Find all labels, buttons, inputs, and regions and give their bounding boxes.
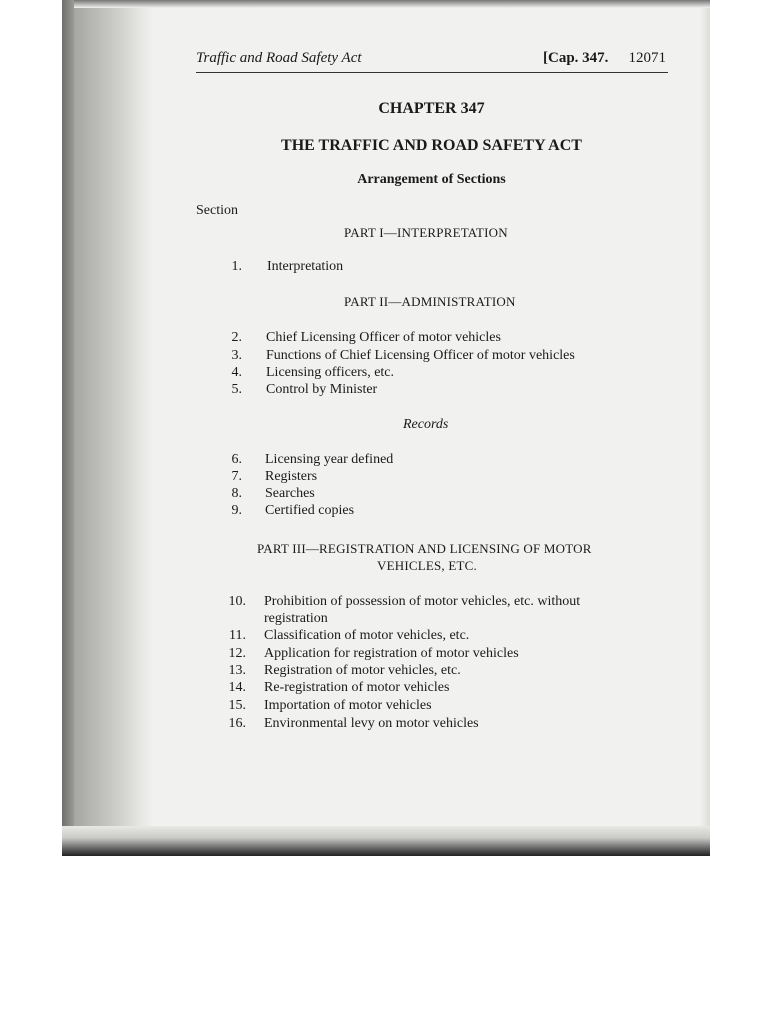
chapter-heading: CHAPTER 347 (378, 100, 485, 117)
section-number: 12. (228, 646, 246, 661)
section-number: 8. (231, 486, 242, 501)
section-number: 4. (231, 365, 242, 380)
section-title: Control by Minister (266, 382, 378, 397)
section-number: 7. (231, 469, 242, 484)
records-subheading: Records (403, 417, 449, 432)
section-number: 5. (231, 382, 242, 397)
section-title: Prohibition of possession of motor vehicles, etc. without registration (264, 594, 581, 626)
section-number: 2. (231, 330, 242, 345)
part-2-heading: PART II—ADMINISTRATION (344, 294, 516, 309)
section-title: Registers (265, 469, 318, 484)
section-title: Re-registration of motor vehicles (264, 680, 450, 695)
binding-shadow (62, 0, 74, 856)
page-bottom-edge (62, 826, 710, 856)
section-number: 1. (231, 259, 242, 274)
section-title: Registration of motor vehicles, etc. (264, 663, 461, 678)
part-1-heading: PART I—INTERPRETATION (344, 225, 508, 240)
page-spine-shadow (62, 0, 154, 856)
header-act-title: Traffic and Road Safety Act (196, 50, 362, 66)
section-number: 15. (228, 698, 246, 713)
section-title: Environmental levy on motor vehicles (264, 716, 479, 731)
page-top-edge (62, 0, 710, 8)
section-column-label: Section (196, 203, 238, 218)
section-title: Classification of motor vehicles, etc. (264, 628, 470, 643)
header-page-number: 12071 (628, 50, 666, 66)
page-right-edge (700, 0, 710, 856)
part-3-heading-line2: VEHICLES, ETC. (377, 558, 477, 573)
section-number: 6. (231, 452, 242, 467)
section-title: Importation of motor vehicles (264, 698, 432, 713)
section-number: 3. (231, 348, 242, 363)
part-3-heading-line1: PART III—REGISTRATION AND LICENSING OF MOTOR (257, 541, 592, 556)
act-title: THE TRAFFIC AND ROAD SAFETY ACT (281, 137, 582, 154)
section-title: Chief Licensing Officer of motor vehicles (266, 330, 501, 345)
section-title: Certified copies (265, 503, 355, 518)
section-title: Application for registration of motor vehicles (264, 646, 519, 661)
section-title: Functions of Chief Licensing Officer of motor vehicles (266, 348, 575, 363)
section-number: 10. (228, 594, 246, 609)
section-number: 13. (228, 663, 246, 678)
section-number: 9. (231, 503, 242, 518)
section-title: Searches (265, 486, 315, 501)
section-title: Interpretation (267, 259, 344, 274)
section-number: 16. (228, 716, 246, 731)
section-number: 14. (228, 680, 246, 695)
arrangement-heading: Arrangement of Sections (357, 172, 506, 187)
running-header (196, 46, 668, 73)
section-title: Licensing year defined (265, 452, 394, 467)
section-number: 11. (229, 628, 246, 643)
header-cap: [Cap. 347. (543, 50, 609, 66)
section-title: Licensing officers, etc. (266, 365, 395, 380)
